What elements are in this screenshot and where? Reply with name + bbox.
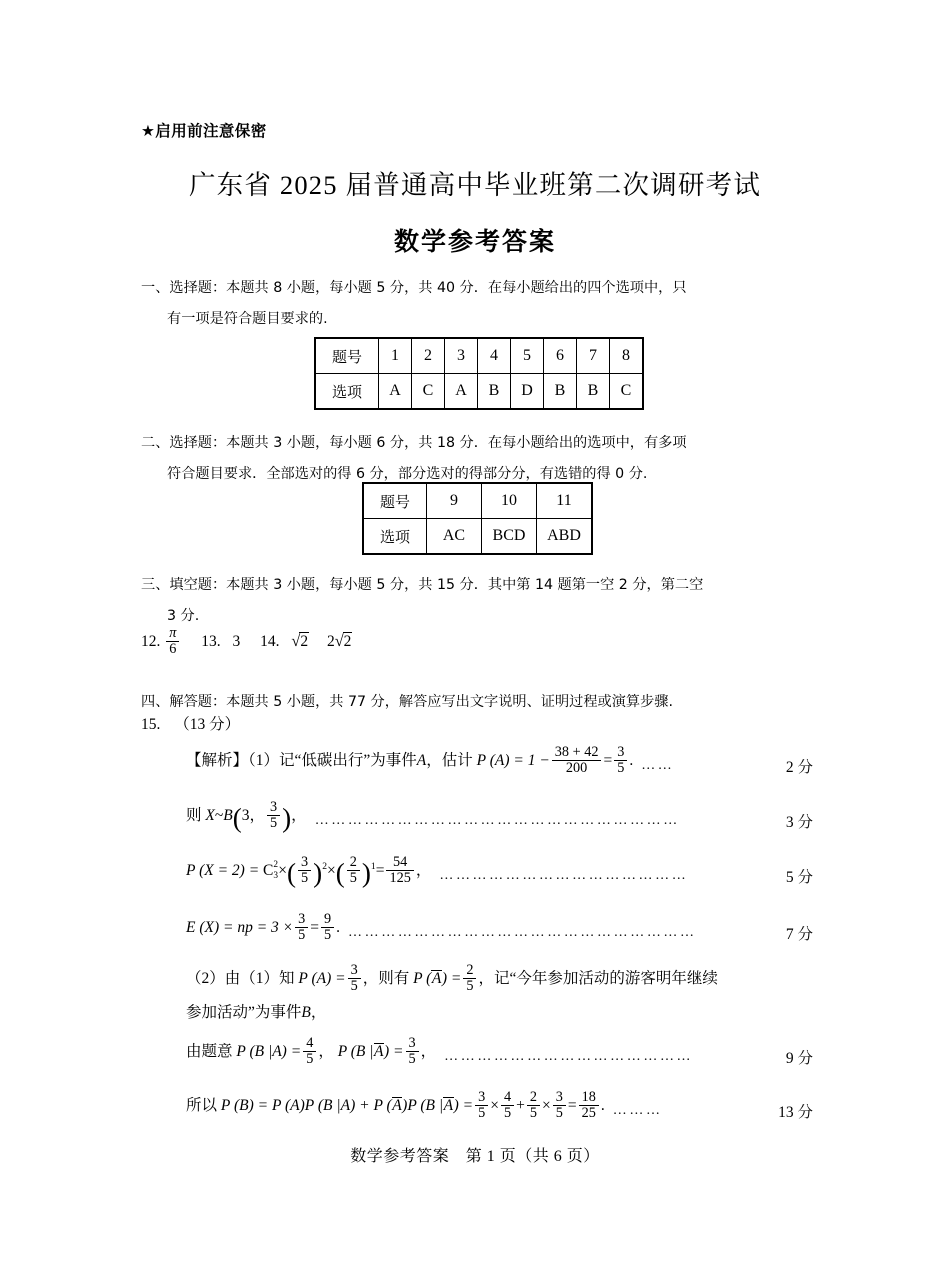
fraction-3-5: $\frac{3}{5}$ <box>295 912 308 944</box>
distribution-text: 则 X~B(3， $\frac{3}{5}$ )， <box>186 799 307 834</box>
fraction-3-5: $\frac{3}{5}$ <box>348 963 361 995</box>
binomial-p: $\frac{3}{5}$ <box>267 800 280 832</box>
question-15-header <box>141 712 240 734</box>
fraction-3-over-5: $\frac{3}{5}$ <box>614 745 627 777</box>
right-paren: ) <box>282 803 292 834</box>
leader-row <box>186 912 813 944</box>
section3-heading <box>141 570 813 632</box>
period: . <box>600 1097 605 1114</box>
random-variable-x: X <box>205 807 215 824</box>
section2-heading-line2: 符合题目要求．全部选对的得 6 分，部分选对的得部分分，有选错的得 0 分. <box>167 466 648 482</box>
fill-answer-12-value: $\frac{\pi}{6}$ <box>166 626 179 658</box>
trailing-comma: ， <box>420 1043 437 1060</box>
exam-title: 广东省 2025 届普通高中毕业班第二次调研考试 <box>188 170 762 200</box>
question-15-points: （13 分） <box>174 716 241 733</box>
table-row <box>364 484 592 519</box>
answer-cell: A <box>445 374 478 409</box>
binomial-n: 3 <box>241 807 250 824</box>
period: . <box>336 919 341 936</box>
solution-conditional-line <box>186 1036 813 1068</box>
question-number-cell: 11 <box>537 484 592 519</box>
dot-leader: …… <box>641 757 675 773</box>
p-b-given-a: P (B |A) = <box>236 1043 302 1060</box>
answer-cell: C <box>412 374 445 409</box>
question-number-cell: 1 <box>379 339 412 374</box>
total-probability-text <box>186 1090 605 1122</box>
question-number-cell: 6 <box>544 339 577 374</box>
fraction-54-125: $\frac{54}{125}$ <box>386 855 413 887</box>
answer-cell: BCD <box>482 519 537 554</box>
fraction-4-5: $\frac{4}{5}$ <box>303 1036 316 1068</box>
fraction-9-5: $\frac{9}{5}$ <box>321 912 334 944</box>
trailing-comma: ， <box>291 807 307 824</box>
solution-total-probability-line <box>186 1090 813 1122</box>
answer-cell: B <box>478 374 511 409</box>
leader-row <box>186 1090 813 1122</box>
document-title: 数学参考答案 <box>393 227 556 256</box>
section1-heading-line2: 有一项是符合题目要求的. <box>167 311 328 327</box>
tilde-sign: ~ <box>214 807 224 824</box>
distribution-prefix: 则 <box>186 807 202 824</box>
dot-leader: ……… <box>612 1102 663 1118</box>
section4-heading <box>141 687 813 718</box>
px2-text <box>186 855 431 887</box>
score-marker: 3 分 <box>785 813 813 831</box>
answer-cell: ABD <box>537 519 592 554</box>
fill-answer-13 <box>201 633 244 650</box>
px2-lhs: P (X = 2) = <box>186 862 260 879</box>
probability-expression: P (A) = 1 − <box>476 752 550 769</box>
conditional-prefix: 由题意 <box>186 1043 233 1060</box>
fraction-80-over-200: $\frac{38 + 42}{200}$ <box>552 745 602 777</box>
leader-row <box>186 855 813 887</box>
leader-row <box>186 1036 813 1068</box>
solution-part1-comma: ，估计 <box>426 752 473 769</box>
solution-px2-line <box>186 855 813 887</box>
fraction-3-5b: $\frac{3}{5}$ <box>553 1090 566 1122</box>
left-paren: ( <box>287 858 297 889</box>
question-15-number: 15. <box>141 716 161 733</box>
fill-answer-12-number: 12. <box>141 633 161 650</box>
fill-in-answers <box>141 626 368 658</box>
right-paren: ) <box>313 858 323 889</box>
table-row <box>364 519 592 554</box>
fraction-3-5: $\frac{3}{5}$ <box>475 1090 488 1122</box>
mid-comma: ， <box>318 1043 334 1060</box>
exponent-2: 2 <box>322 860 327 872</box>
solution-part1-text <box>186 745 633 777</box>
fill-answer-13-number: 13. <box>201 633 221 650</box>
times-1: × <box>490 1097 500 1114</box>
fill-answer-14-number: 14. <box>260 633 280 650</box>
section2-heading-line1: 二、选择题：本题共 3 小题，每小题 6 分，共 18 分．在每小题给出的选项中，有多项 <box>141 435 687 451</box>
times-1: × <box>278 862 287 879</box>
trailing-comma: ， <box>415 862 432 879</box>
answer-cell: A <box>379 374 412 409</box>
answer-cell: AC <box>427 519 482 554</box>
fraction-3-5: $\frac{3}{5}$ <box>298 855 311 887</box>
section2-heading <box>141 428 813 490</box>
pnota-expression: P (A) = <box>413 970 462 987</box>
binomial-symbol: B <box>223 807 233 824</box>
times-2: × <box>326 862 336 879</box>
left-paren: ( <box>232 803 242 834</box>
question-number-cell: 9 <box>427 484 482 519</box>
p-b-given-not-a: P (B |A) = <box>337 1043 404 1060</box>
left-paren: ( <box>335 858 345 889</box>
right-paren: ) <box>361 858 371 889</box>
row-label-answer: 选项 <box>364 519 427 554</box>
fill-answer-13-value: 3 <box>232 633 241 650</box>
dot-leader: ………………………………………………………… <box>314 812 680 828</box>
times-2: × <box>542 1097 551 1114</box>
fraction-3-5: $\frac{3}{5}$ <box>406 1036 419 1068</box>
fill-answer-14-value2: 2√2 <box>326 632 352 650</box>
question-number-cell: 5 <box>511 339 544 374</box>
fill-answer-14 <box>260 633 352 650</box>
section1-heading-line1: 一、选择题：本题共 8 小题，每小题 5 分，共 40 分．在每小题给出的四个选项中，只 <box>141 280 687 296</box>
equals-sign: = <box>375 862 385 879</box>
period: . <box>629 752 634 769</box>
solution-distribution-line <box>186 800 813 832</box>
solution-part2-paragraph <box>186 962 813 1030</box>
secret-notice: ★启用前注意保密 <box>141 122 267 140</box>
equals-sign: = <box>310 919 320 936</box>
leader-row <box>186 800 813 832</box>
section2-answer-table <box>363 483 592 554</box>
question-number-cell: 8 <box>610 339 643 374</box>
section1-answer-table <box>315 338 643 409</box>
dot-leader: ……………………………………… <box>444 1048 694 1064</box>
answer-cell: D <box>511 374 544 409</box>
plus-sign: + <box>516 1097 525 1114</box>
score-marker: 13 分 <box>778 1103 813 1121</box>
part2-line1 <box>186 962 813 996</box>
exponent-1: 1 <box>370 860 376 872</box>
section3-heading-line1: 三、填空题：本题共 3 小题，每小题 5 分，共 15 分．其中第 14 题第一空 2 分，第二空 <box>141 577 704 593</box>
part2-seg4-end: ， <box>310 1004 327 1021</box>
event-variable-b: B <box>301 1004 311 1021</box>
row-label-number: 题号 <box>364 484 427 519</box>
solution-expectation-line <box>186 912 813 944</box>
page-footer: 数学参考答案 第 1 页（共 6 页） <box>350 1148 600 1165</box>
fill-answer-14-value1: √2 <box>291 632 309 650</box>
dot-leader: ……………………………………………………… <box>348 924 697 940</box>
equals-sign: = <box>603 752 613 769</box>
answer-cell: B <box>577 374 610 409</box>
score-marker: 2 分 <box>785 758 813 776</box>
event-variable-a: A <box>416 752 427 769</box>
table-row <box>316 339 643 374</box>
solution-part1-prefix: 【解析】（1）记“低碳出行”为事件 <box>186 752 417 769</box>
question-number-cell: 2 <box>412 339 445 374</box>
fraction-2-5: $\frac{2}{5}$ <box>463 963 476 995</box>
dot-leader: ……………………………………… <box>439 867 689 883</box>
total-probability-formula: P (B) = P (A)P (B |A) + P (A)P (B |A) = <box>220 1097 474 1114</box>
solution-part1-line1 <box>186 745 813 777</box>
part2-seg4: 参加活动”为事件 <box>186 1004 302 1021</box>
fraction-18-25: $\frac{18}{25}$ <box>579 1090 599 1122</box>
pa-expression: P (A) = <box>298 970 346 987</box>
answer-cell: B <box>544 374 577 409</box>
equals-sign: = <box>567 1097 577 1114</box>
table-row <box>316 374 643 409</box>
score-marker: 5 分 <box>785 868 813 886</box>
fill-answer-12 <box>141 625 185 658</box>
row-label-answer: 选项 <box>316 374 379 409</box>
part2-seg1: （2）由（1）知 <box>186 970 295 987</box>
part2-seg2: ，则有 <box>362 970 410 987</box>
question-number-cell: 4 <box>478 339 511 374</box>
fraction-2-5: $\frac{2}{5}$ <box>527 1090 540 1122</box>
question-number-cell: 3 <box>445 339 478 374</box>
fraction-4-5: $\frac{4}{5}$ <box>501 1090 514 1122</box>
total-prefix: 所以 <box>186 1097 218 1114</box>
conditional-text <box>186 1036 436 1068</box>
row-label-number: 题号 <box>316 339 379 374</box>
part2-seg3: ，记“今年参加活动的游客明年继续 <box>478 970 718 987</box>
question-number-cell: 7 <box>577 339 610 374</box>
section3-heading-line2: 3 分. <box>167 608 200 624</box>
fraction-2-5: $\frac{2}{5}$ <box>347 855 360 887</box>
score-marker: 9 分 <box>785 1049 813 1067</box>
expectation-lhs: E (X) = np = 3 × <box>186 919 294 936</box>
score-marker: 7 分 <box>785 925 813 943</box>
part2-line2 <box>186 996 813 1030</box>
combination-symbol: C 2 3 <box>263 859 279 881</box>
answer-cell: C <box>610 374 643 409</box>
section1-heading <box>141 273 813 335</box>
section4-heading-line1: 四、解答题：本题共 5 小题，共 77 分，解答应写出文字说明、证明过程或演算步骤. <box>141 694 674 710</box>
leader-row <box>186 745 813 777</box>
expectation-text <box>186 912 340 944</box>
question-number-cell: 10 <box>482 484 537 519</box>
